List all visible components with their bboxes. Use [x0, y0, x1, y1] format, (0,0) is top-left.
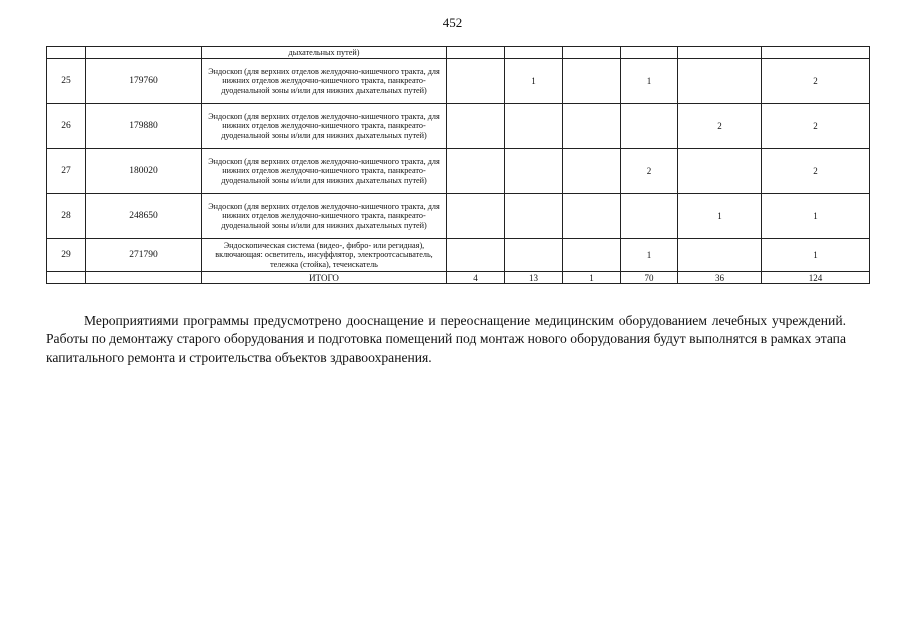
cell-value — [621, 194, 678, 239]
cell-value — [505, 239, 563, 272]
cell-value: 2 — [678, 104, 762, 149]
cell-value: 2 — [762, 149, 870, 194]
cell-value — [678, 239, 762, 272]
cell-value: 2 — [762, 59, 870, 104]
cell-no — [47, 272, 86, 284]
cell-no: 26 — [47, 104, 86, 149]
cell-code: 248650 — [86, 194, 202, 239]
cell-value — [563, 59, 621, 104]
total-value: 1 — [563, 272, 621, 284]
cell-code: 179760 — [86, 59, 202, 104]
total-value: 70 — [621, 272, 678, 284]
cell-code: 180020 — [86, 149, 202, 194]
table-row-continuation — [47, 47, 870, 59]
cell-name: Эндоскоп (для верхних отделов желудочно-кишечного тракта, для нижних отделов желудочно-кишечного тракта, панкреато-дуоденальной зоны и/или для нижних дыхательных путей) — [202, 104, 447, 149]
cell-no: 27 — [47, 149, 86, 194]
cell-name: Эндоскоп (для верхних отделов желудочно-кишечного тракта, для нижних отделов желудочно-кишечного тракта, панкреато-дуоденальной зоны и/или для нижних дыхательных путей) — [202, 59, 447, 104]
table-row-total — [47, 272, 870, 284]
cell-value: 1 — [621, 59, 678, 104]
cell-no: 25 — [47, 59, 86, 104]
cell-value — [447, 194, 505, 239]
cell-value: 2 — [762, 104, 870, 149]
cell-no: 29 — [47, 239, 86, 272]
cell-value — [563, 47, 621, 59]
cell-value — [447, 59, 505, 104]
total-value: 124 — [762, 272, 870, 284]
table-row — [47, 104, 870, 149]
total-value: 36 — [678, 272, 762, 284]
total-value: 13 — [505, 272, 563, 284]
cell-code — [86, 272, 202, 284]
cell-value — [621, 104, 678, 149]
cell-value: 1 — [678, 194, 762, 239]
cell-value: 2 — [621, 149, 678, 194]
total-label: ИТОГО — [202, 272, 447, 284]
cell-value — [505, 149, 563, 194]
cell-code: 271790 — [86, 239, 202, 272]
cell-value — [447, 104, 505, 149]
cell-no: 28 — [47, 194, 86, 239]
table-row — [47, 194, 870, 239]
cell-name: Эндоскоп (для верхних отделов желудочно-кишечного тракта, для нижних отделов желудочно-кишечного тракта, панкреато-дуоденальной зоны и/или для нижних дыхательных путей) — [202, 149, 447, 194]
cell-value — [447, 149, 505, 194]
cell-value — [447, 239, 505, 272]
cell-value — [505, 194, 563, 239]
cell-name: Эндоскопическая система (видео-, фибро- или регидная), включающая: осветитель, инсуффлятор, электроотсасыватель, тележка (стойка), течеискатель — [202, 239, 447, 272]
cell-code: 179880 — [86, 104, 202, 149]
cell-value — [621, 47, 678, 59]
cell-value: 1 — [621, 239, 678, 272]
cell-value — [563, 149, 621, 194]
cell-name: дыхательных путей) — [202, 47, 447, 59]
cell-value — [563, 239, 621, 272]
cell-value — [505, 47, 563, 59]
cell-value — [678, 59, 762, 104]
cell-value — [678, 149, 762, 194]
cell-value: 1 — [505, 59, 563, 104]
cell-value — [505, 104, 563, 149]
cell-value — [563, 194, 621, 239]
equipment-table — [46, 46, 870, 284]
table-row — [47, 149, 870, 194]
table-row — [47, 239, 870, 272]
cell-value — [678, 47, 762, 59]
total-value: 4 — [447, 272, 505, 284]
body-paragraph: Мероприятиями программы предусмотрено дооснащение и переоснащение медицинским оборудованием лечебных учреждений. Работы по демонтажу старого оборудования и подготовка помещений под монтаж нового оборудования будут выполнятся в рамках этапа капитального ремонта и строительства объектов здравоохранения. — [46, 312, 846, 365]
cell-value — [447, 47, 505, 59]
table-row — [47, 59, 870, 104]
cell-value — [762, 47, 870, 59]
cell-name: Эндоскоп (для верхних отделов желудочно-кишечного тракта, для нижних отделов желудочно-кишечного тракта, панкреато-дуоденальной зоны и/или для нижних дыхательных путей) — [202, 194, 447, 239]
cell-code — [86, 47, 202, 59]
cell-no — [47, 47, 86, 59]
cell-value — [563, 104, 621, 149]
cell-value: 1 — [762, 194, 870, 239]
cell-value: 1 — [762, 239, 870, 272]
page-number: 452 — [442, 15, 463, 30]
